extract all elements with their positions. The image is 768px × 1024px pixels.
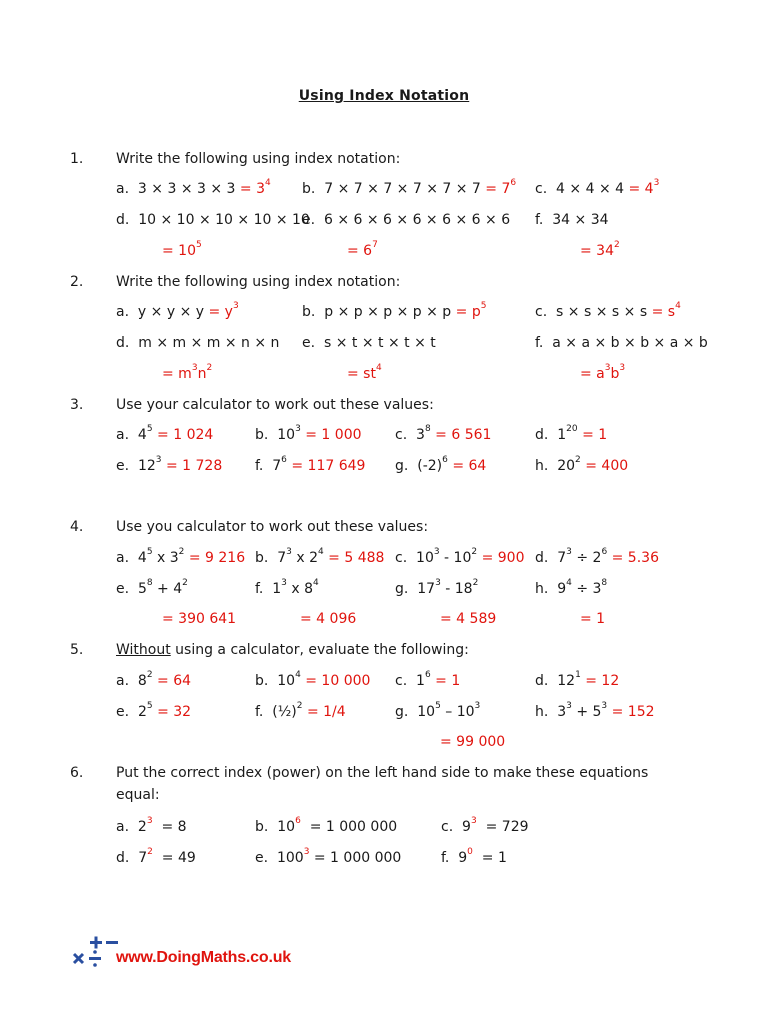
q4-answer-h: = 1 [580,611,606,627]
q3-item-d: d. $1^{20} = 1$ [535,424,608,443]
question-4-number: 4. [70,519,84,535]
question-2-number: 2. [70,274,84,290]
q5-item-a: a. $8^2 = 64$ [116,670,192,689]
q5-item-f: f. (½)$^2$ = 1/4 [255,701,346,720]
q2-answer-e: = $st^4$ [347,363,382,382]
q2-item-e: e. s × t × t × t × t [302,335,436,351]
q3-item-h: h. $20^2 = 400$ [535,455,629,474]
q6-item-d: d. $7^2 = 49$ [116,847,196,866]
q4-item-h: h. $9^4 \div 3^8$ [535,578,608,597]
question-4-text: Use you calculator to work out these values: [116,519,429,535]
question-3-text: Use your calculator to work out these values: [116,397,434,413]
q5-answer-g: = 99 000 [440,734,506,750]
q4-answer-g: = 4 589 [440,611,497,627]
q1-item-c: c. $4 \times 4 \times 4 = 4^3$ [535,178,660,197]
q4-item-b: b. $7^3$ x $2^4 = 5$ 488 [255,547,385,566]
q5-item-d: d. $12^1 = 12$ [535,670,620,689]
q6-item-e: e. $100^3 = 1$ 000 000 [255,847,402,866]
q1-answer-d: = $10^5$ [162,240,202,259]
q4-item-a: a. $4^5$ x $3^2 = 9$ 216 [116,547,246,566]
q4-item-e: e. $5^8 + 4^2$ [116,578,188,597]
question-1-text: Write the following using index notation: [116,151,401,167]
q5-item-e: e. $2^5 = 32$ [116,701,192,720]
q3-item-f: f. $7^6 = 117$ 649 [255,455,366,474]
page-title: Using Index Notation [298,88,470,104]
q4-answer-e: = 390 641 [162,611,237,627]
question-2-text: Write the following using index notation: [116,274,401,290]
q2-answer-f: = $a^3b^3$ [580,363,626,382]
question-1-number: 1. [70,151,84,167]
q1-answer-f: = $34^2$ [580,240,620,259]
q2-answer-d: = $m^3n^2$ [162,363,213,382]
q3-item-b: b. $10^3 = 1$ 000 [255,424,362,443]
q6-item-b: b. $10^6 = 1$ 000 000 [255,816,398,835]
question-3-number: 3. [70,397,84,413]
q4-item-d: d. $7^3 \div 2^6 = 5.36$ [535,547,659,566]
q1-answer-e: = $6^7$ [347,240,378,259]
q2-item-c: c. $s \times s \times s \times s = s^4$ [535,301,681,320]
website-url: www.DoingMaths.co.uk [116,949,291,966]
footer-logo [70,935,370,975]
q4-item-c: c. $10^3 - 10^2 = 900$ [395,547,525,566]
q1-item-e: e. 6 × 6 × 6 × 6 × 6 × 6 × 6 [302,212,511,228]
q4-item-g: g. $17^3 - 18^2$ [395,578,479,597]
q2-item-b: b. $p \times p \times p \times p \times p = p^5$ [302,301,487,320]
q5-item-c: c. $1^6 = 1$ [395,670,461,689]
question-6-number: 6. [70,765,84,781]
q5-item-b: b. $10^4 = 10$ 000 [255,670,371,689]
q3-item-c: c. $3^8 = 6$ 561 [395,424,492,443]
q2-item-d: d. m × m × m × n × n [116,335,280,351]
q1-item-a: a. $3 \times 3 \times 3 \times 3 = 3^4$ [116,178,271,197]
q4-answer-f: = 4 096 [300,611,357,627]
q3-item-a: a. $4^5 = 1$ 024 [116,424,214,443]
q6-item-f: f. $9^0 = 1$ [441,847,507,866]
q3-item-g: g. $(-2)^6 = 64$ [395,455,487,474]
q3-item-e: e. $12^3 = 1$ 728 [116,455,223,474]
q1-item-d: d. 10 × 10 × 10 × 10 × 10 [116,212,310,228]
q6-item-a: a. $2^3 = 8$ [116,816,187,835]
q1-item-b: b. $7 \times 7 \times 7 \times 7 \times 7 \times 7 = 7^6$ [302,178,517,197]
q2-item-a: a. $y \times y \times y = y^3$ [116,301,239,320]
question-5-text-rest: using a calculator, evaluate the following: [170,642,469,658]
question-5-emphasis: Without [116,642,171,658]
question-5-text [116,642,469,658]
question-6-text: Put the correct index (power) on the left hand side to make these equations equal: [116,765,649,803]
q1-item-f: f. 34 × 34 [535,212,609,228]
q2-item-f: f. a × a × b × b × a × b [535,335,708,351]
q5-item-h: h. $3^3 + 5^3 = 152$ [535,701,655,720]
q4-item-f: f. $1^3$ x $8^4$ [255,578,319,597]
q5-item-g: g. $10^5 - 10^3$ [395,701,481,720]
q6-item-c: c. $9^3 = 729$ [441,816,529,835]
question-5-number: 5. [70,642,84,658]
